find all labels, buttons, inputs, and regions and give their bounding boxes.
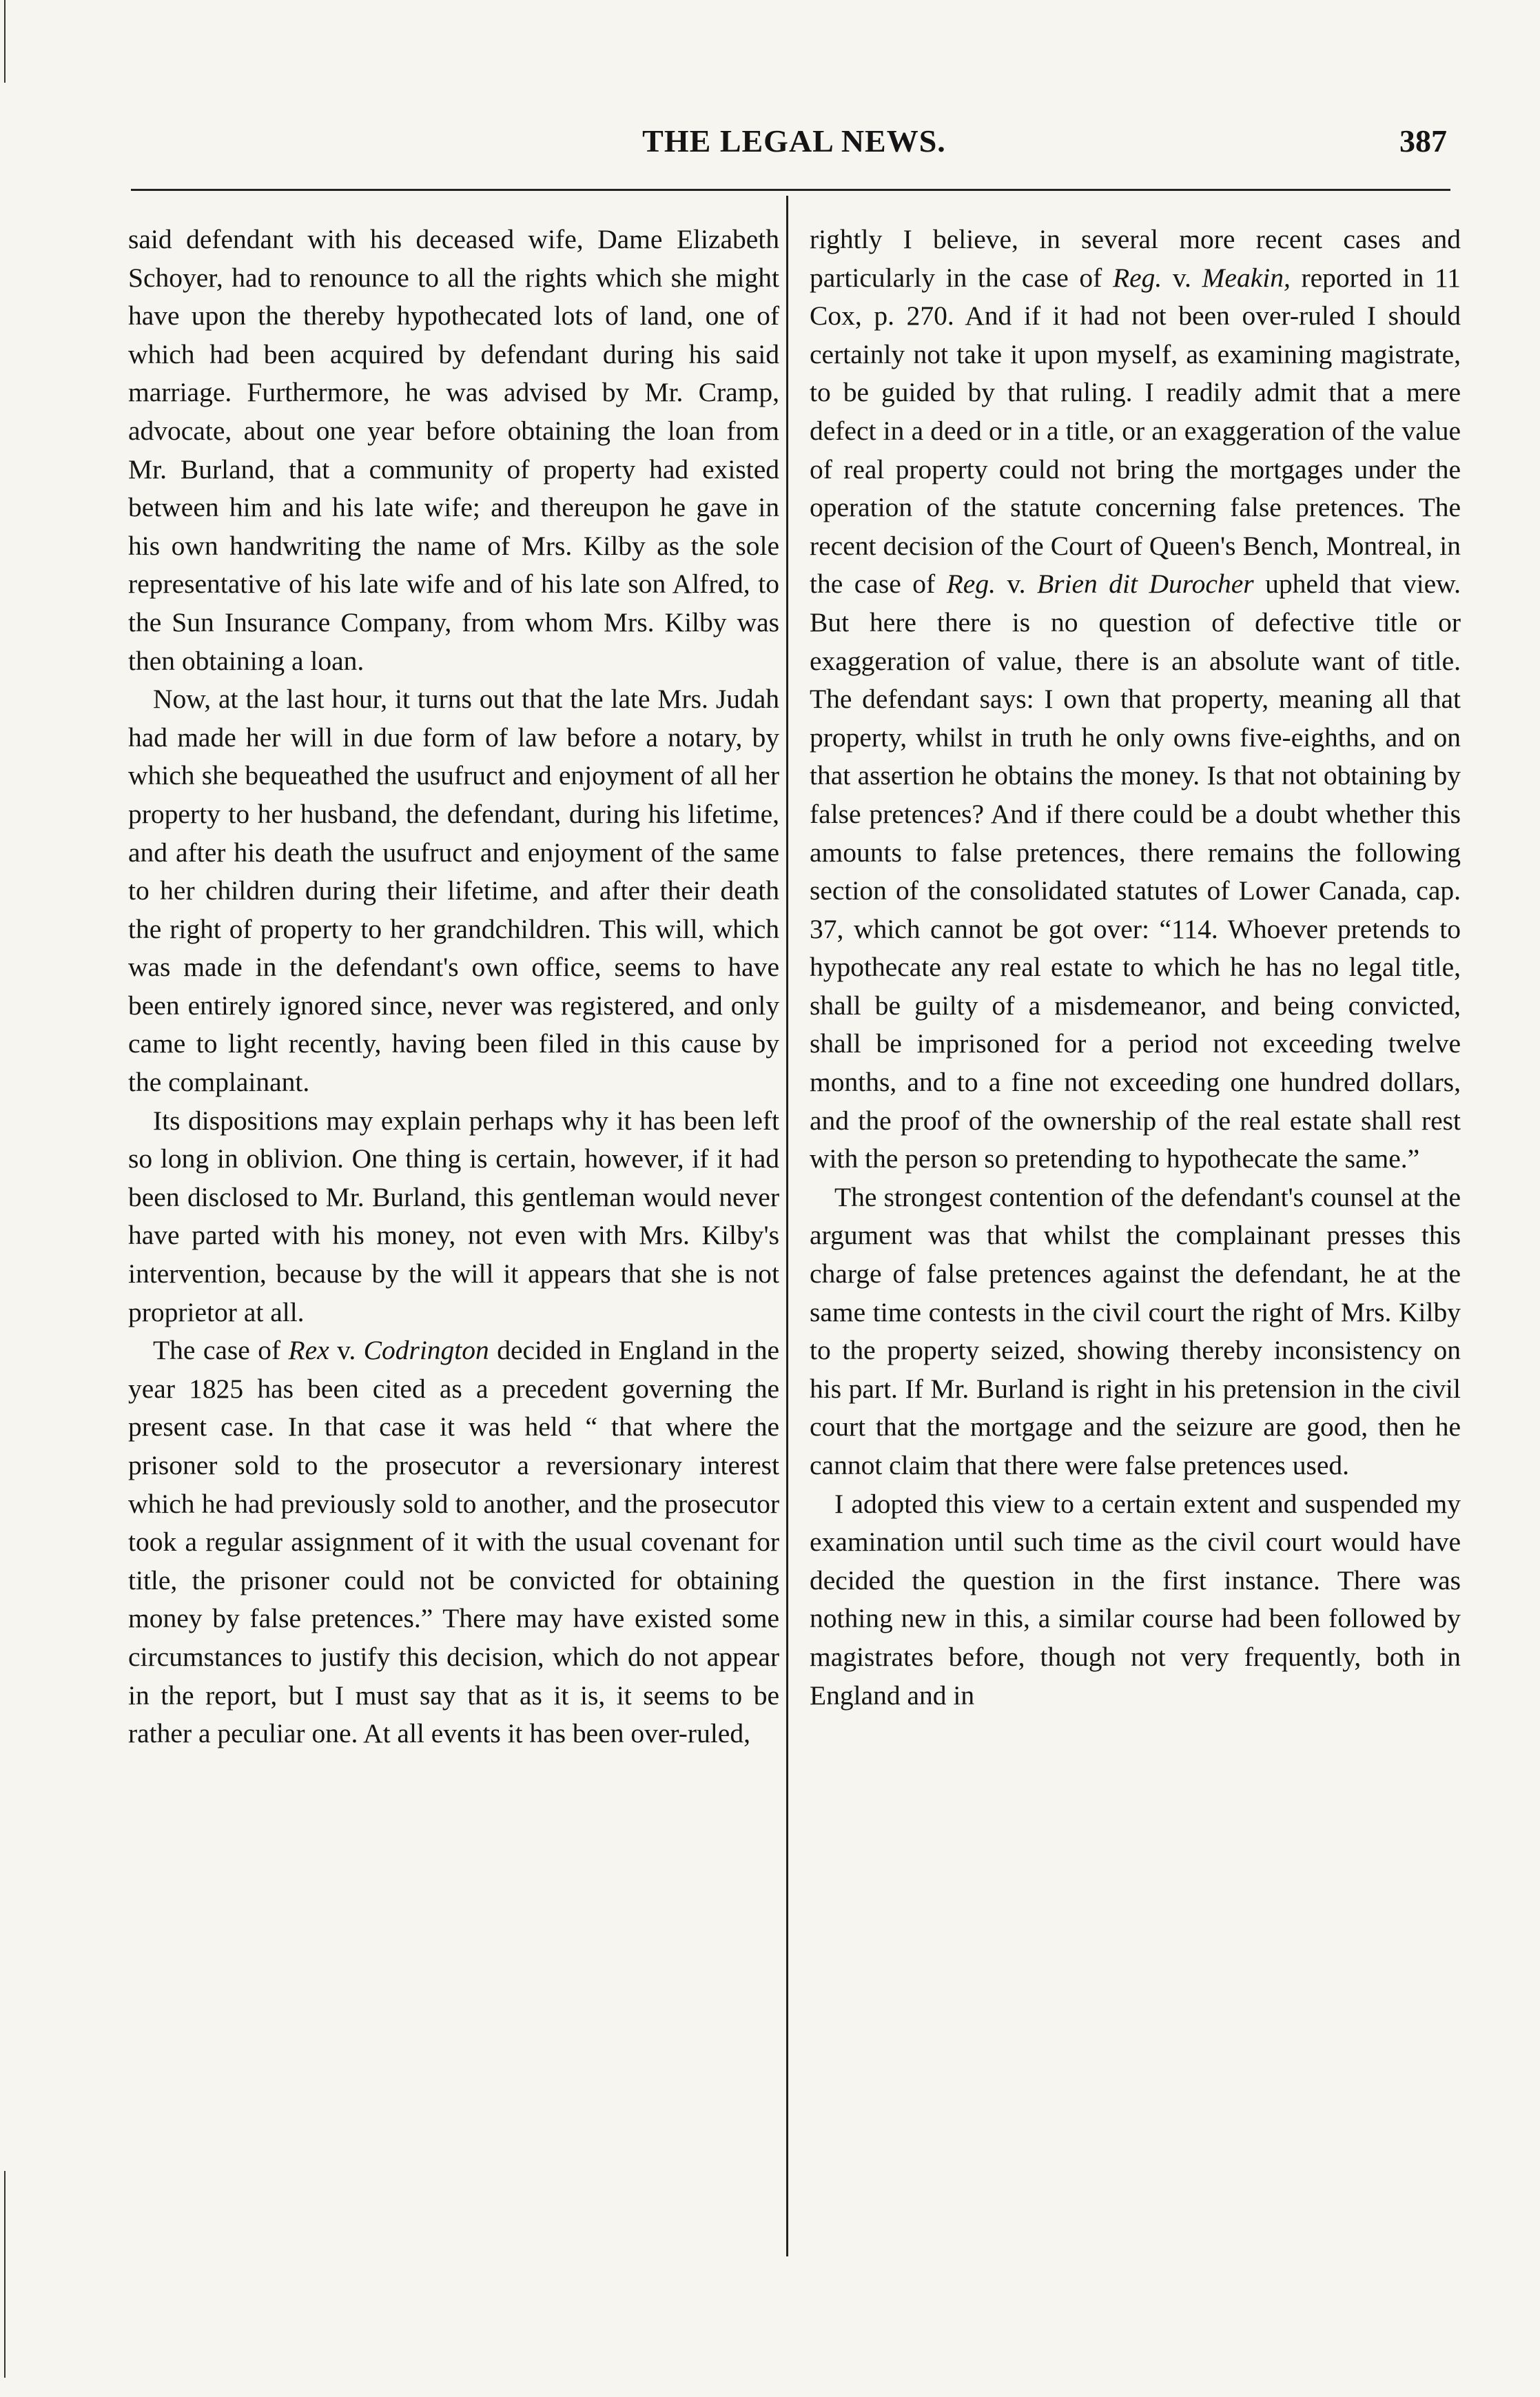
paragraph: Its dispositions may explain perhaps why it has been left so long in oblivion. One thing is certain, however, if it had been disclosed to Mr. Burland, this gentleman would never have parted with his money, not even with Mrs. Kilby's intervention, because by the will it appears that she is not proprietor at all. [128,1105,779,1327]
header-rule [131,189,1450,191]
text-span: v. [329,1335,364,1366]
case-name: Brien dit Durocher [1037,569,1254,600]
case-name: Reg. [946,569,996,600]
column-divider [786,196,788,2256]
text-span: v. [995,569,1038,600]
text-span: upheld that view. But here there is no question of defective title or exaggeration of value, there is an absolute want of title. The defendant says: I own that property, meaning all that property, whilst in truth he only owns five-eighths, and on that assertion he obtains the money. Is that not obtaining by false pretences? And if there could be a doubt whether this amounts to false pretences, there remains the following section of the consolidated statutes of Lower Canada, cap. 37, which cannot be got over: “114. Whoever pretends to hypothecate any real estate to which he has no legal title, shall be guilty of a misdemeanor, and being convicted, shall be imprisoned for a period not exceeding twelve months, and to a fine not exceeding one hundred dollars, and the proof of the ownership of the real estate shall rest with the person so pretending to hypothecate the same.” [810,569,1461,1174]
case-name: Rex [288,1335,329,1366]
paragraph [810,221,1461,1179]
journal-title: THE LEGAL NEWS. [642,123,946,159]
case-name: Codrington [363,1335,489,1366]
paragraph [128,1332,779,1753]
page-number: 387 [1399,123,1447,159]
right-column [810,221,1461,1715]
paragraph: I adopted this view to a certain extent and suspended my examination until such time as the civil court would have decided the question in the first instance. There was nothing new in this, a similar course had been followed by magistrates before, though not very frequently, both in England and in [810,1488,1461,1711]
text-span: reported in 11 Cox, p. 270. And if it had not been over-ruled I should certainly not take it upon myself, as examining magistrate, to be guided by that ruling. I readily admit that a mere defect in a deed or in a title, or an exaggeration of the value of real property could not bring the mortgages under the operation of the statute concerning false pretences. The recent decision of the Court of Queen's Bench, Montreal, in the case of [810,262,1461,600]
text-span: rightly I believe, in several more recent cases and particularly in the case of [810,224,1461,293]
case-name: Meakin, [1202,262,1291,293]
text-span: The case of [153,1335,289,1366]
paragraph: The strongest contention of the defendant's counsel at the argument was that whilst the complainant presses this charge of false pretences against the defendant, he at the same time contests in the civil court the right of Mrs. Kilby to the property seized, showing thereby inconsistency on his part. If Mr. Burland is right in his pretension in the civil court that the mortgage and the seizure are good, then he cannot claim that there were false pretences used. [810,1181,1461,1480]
case-name: Reg. [1112,262,1162,293]
text-span: v. [1162,262,1202,293]
text-span: decided in England in the year 1825 has been cited as a precedent governing the present case. In that case it was held “ that where the prisoner sold to the prosecutor a reversionary interest which he had previously sold to another, and the prosecutor took a regular assignment of it with the usual covenant for title, the prisoner could not be convicted for obtaining money by false pretences.” There may have existed some circumstances to justify this decision, which do not appear in the report, but I must say that as it is, it seems to be rather a peculiar one. At all events it has been over-ruled, [128,1335,779,1749]
scan-edge-mark [4,2171,6,2378]
paragraph: Now, at the last hour, it turns out that the late Mrs. Judah had made her will in due form of law before a notary, by which she bequeathed the usufruct and enjoyment of all her property to her husband, the defendant, during his lifetime, and after his death the usufruct and enjoyment of the same to her children during their lifetime, and after their death the right of property to her grandchildren. This will, which was made in the defendant's own office, seems to have been entirely ignored since, never was registered, and only came to light recently, having been filed in this cause by the complainant. [128,684,779,1098]
paragraph: said defendant with his deceased wife, Dame Elizabeth Schoyer, had to renounce to all the rights which she might have upon the thereby hypothecated lots of land, one of which had been acquired by defendant during his said marriage. Furthermore, he was advised by Mr. Cramp, advocate, about one year before obtaining the loan from Mr. Burland, that a community of property had existed between him and his late wife; and thereupon he gave in his own handwriting the name of Mrs. Kilby as the sole representative of his late wife and of his late son Alfred, to the Sun Insurance Company, from whom Mrs. Kilby was then obtaining a loan. [128,224,779,676]
left-column [128,221,779,1753]
running-header [131,123,1457,171]
scan-edge-mark [4,0,6,83]
